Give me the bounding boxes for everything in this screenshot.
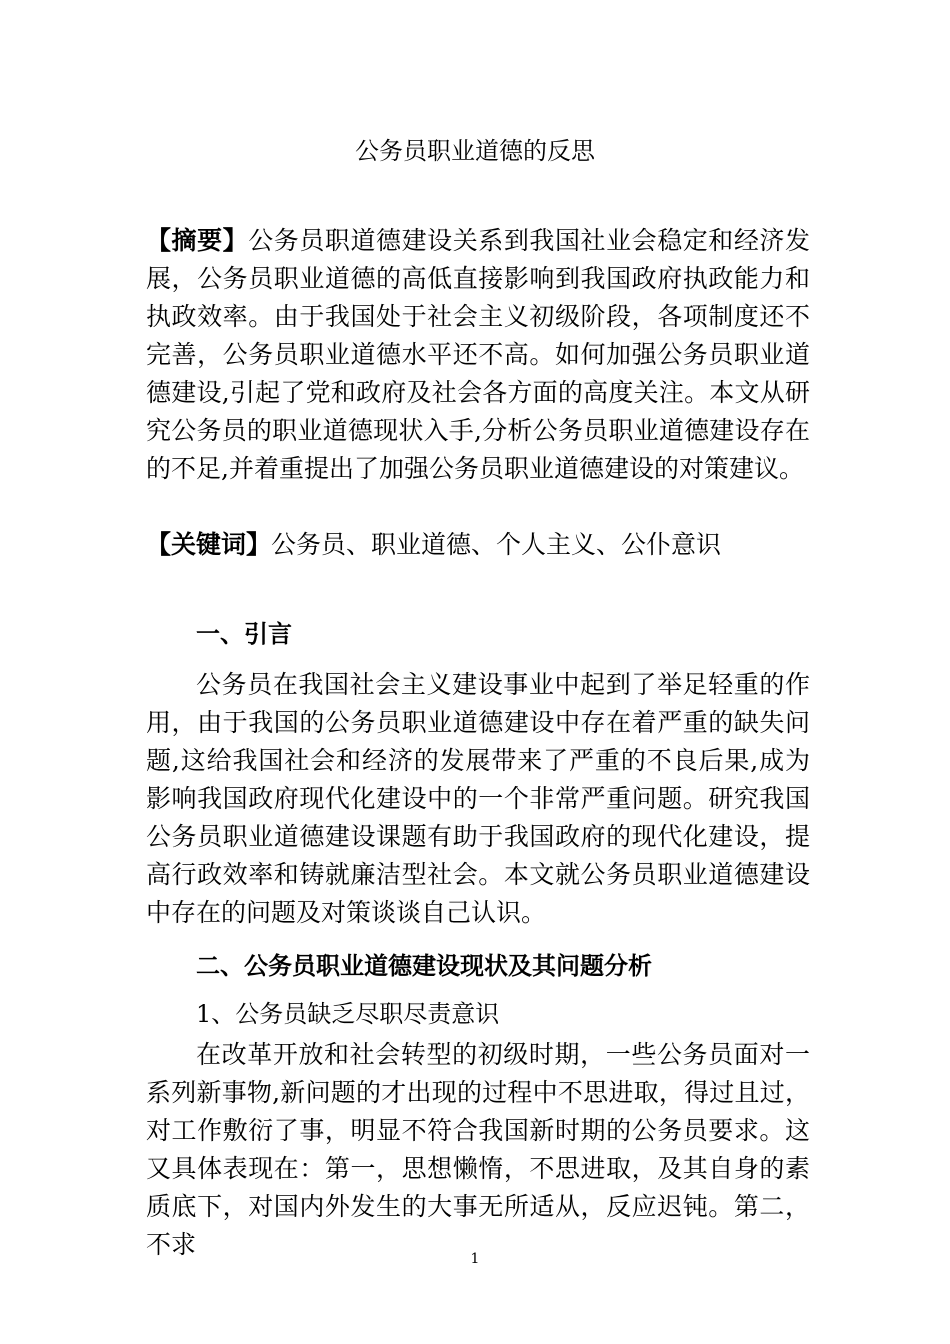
abstract: [146, 222, 810, 488]
abstract-text: 公务员职道德建设关系到我国社业会稳定和经济发展，公务员职业道德的高低直接影响到我国政府执政能力和执政效率。由于我国处于社会主义初级阶段，各项制度还不完善，公务员职业道德水平还不高。如何加强公务员职业道德建设,引起了党和政府及社会各方面的高度关注。本文从研究公务员的职业道德现状入手,分析公务员职业道德建设存在的不足,并着重提出了加强公务员职业道德建设的对策建议。: [146, 226, 810, 483]
abstract-label: 【摘要】: [146, 226, 249, 255]
section-paragraph: 在改革开放和社会转型的初级时期，一些公务员面对一系列新事物,新问题的才出现的过程中不思进取，得过且过，对工作敷衍了事，明显不符合我国新时期的公务员要求。这又具体表现在：第一，思想懒惰，不思进取，及其自身的素质底下，对国内外发生的大事无所适从，反应迟钝。第二，不求: [146, 1040, 810, 1259]
document-title: 公务员职业道德的反思: [355, 137, 595, 165]
section-heading-introduction: 一、引言: [196, 620, 292, 648]
introduction-paragraph: 公务员在我国社会主义建设事业中起到了举足轻重的作用，由于我国的公务员职业道德建设中存在着严重的缺失问题,这给我国社会和经济的发展带来了严重的不良后果,成为影响我国政府现代化建设中的一个非常严重问题。研究我国公务员职业道德建设课题有助于我国政府的现代化建设，提高行政效率和铸就廉洁型社会。本文就公务员职业道德建设中存在的问题及对策谈谈自己认识。: [146, 670, 810, 927]
page-number: 1: [470, 1251, 480, 1267]
keywords: [146, 526, 810, 564]
keywords-text: 公务员、职业道德、个人主义、公仆意识: [271, 530, 722, 559]
section-heading-status-analysis: 二、公务员职业道德建设现状及其问题分析: [196, 952, 652, 980]
keywords-label: 【关键词】: [146, 530, 272, 559]
subsection-heading: 1、公务员缺乏尽职尽责意识: [196, 1000, 500, 1028]
